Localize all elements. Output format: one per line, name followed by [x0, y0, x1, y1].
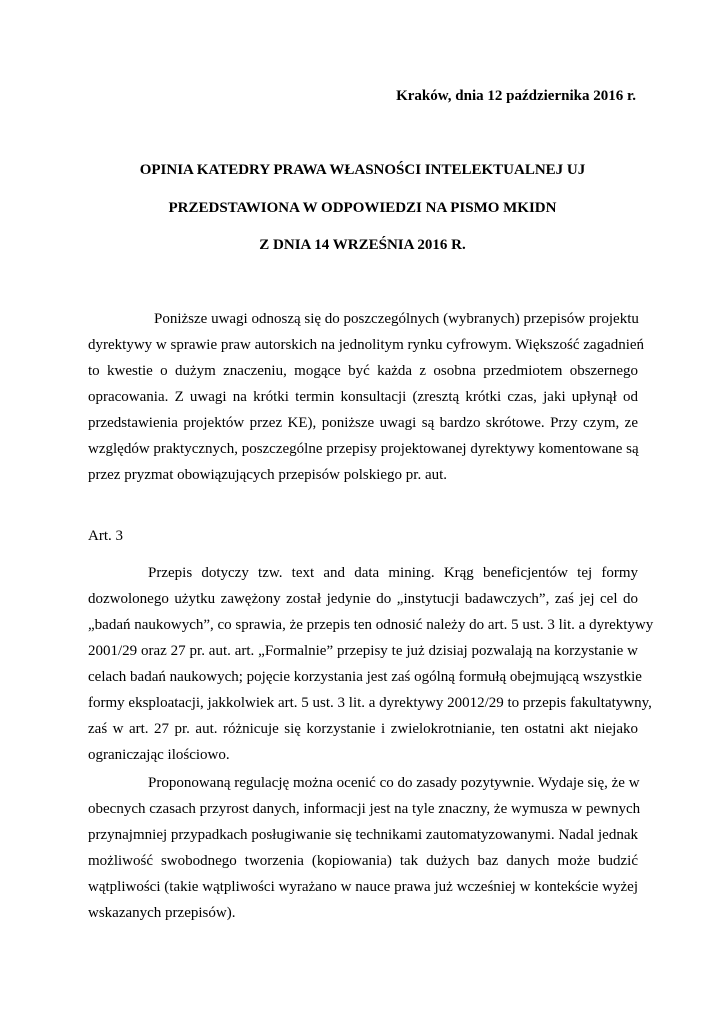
document-title-line-1: OPINIA KATEDRY PRAWA WŁASNOŚCI INTELEKTUALNEJ UJ: [139, 162, 586, 178]
article-paragraph-line: 2001/29 oraz 27 pr. aut. art. „Formalnie” przepisy te już dzisiaj pozwalają na korzystanie w: [88, 643, 638, 659]
article-paragraph-line: celach badań naukowych; pojęcie korzystania jest zaś ogólną formułą obejmującą wszystkie: [88, 669, 642, 685]
intro-line: przedstawienia projektów przez KE), poniższe uwagi są bardzo skrótowe. Przy czym, ze: [88, 415, 638, 431]
article-paragraph-line: formy eksploatacji, jakkolwiek art. 5 ust. 3 lit. a dyrektywy 20012/29 to przepis fakultatywny,: [88, 695, 652, 711]
article-paragraph-line: Proponowaną regulację można ocenić co do zasady pozytywnie. Wydaje się, że w: [148, 775, 640, 791]
section-heading: Art. 3: [88, 528, 123, 544]
article-paragraph-1: [88, 560, 654, 768]
article-paragraph-line: wskazanych przepisów).: [88, 905, 236, 921]
article-paragraph-line: Przepis dotyczy tzw. text and data mining. Krąg beneficjentów tej formy: [148, 565, 638, 581]
intro-line: przez pryzmat obowiązujących przepisów polskiego pr. aut.: [88, 467, 448, 483]
article-paragraph-line: zaś w art. 27 pr. aut. różnicuje się korzystanie i zwielokrotnianie, ten ostatni akt niejako: [88, 721, 638, 737]
article-paragraph-line: możliwość swobodnego tworzenia (kopiowania) tak dużych baz danych może budzić: [88, 853, 638, 869]
article-paragraph-2: [88, 770, 641, 926]
article-paragraph-line: ograniczając ilościowo.: [88, 747, 230, 763]
intro-paragraph: [88, 306, 645, 488]
article-paragraph-line: wątpliwości (takie wątpliwości wyrażano w nauce prawa już wcześniej w kontekście wyżej: [88, 879, 638, 895]
document-title-line-2: PRZEDSTAWIONA W ODPOWIEDZI NA PISMO MKIDN: [168, 200, 557, 216]
document-date: Kraków, dnia 12 października 2016 r.: [396, 88, 636, 104]
article-paragraph-line: „badań naukowych”, co sprawia, że przepis ten odnosić należy do art. 5 ust. 3 lit. a dyrektywy: [88, 617, 654, 633]
article-paragraph-line: dozwolonego użytku zawężony został jedynie do „instytucji badawczych”, zaś jej cel do: [88, 591, 638, 607]
intro-line: względów praktycznych, poszczególne przepisy projektowanej dyrektywy komentowane są: [88, 441, 639, 457]
intro-line: dyrektywy w sprawie praw autorskich na jednolitym rynku cyfrowym. Większość zagadnień: [88, 337, 645, 353]
article-paragraph-line: obecnych czasach przyrost danych, informacji jest na tyle znaczny, że wymusza w pewnych: [88, 801, 641, 817]
article-paragraph-line: przynajmniej przypadkach posługiwanie się technikami zautomatyzowanymi. Nadal jednak: [88, 827, 638, 843]
document-title-line-3: Z DNIA 14 WRZEŚNIA 2016 R.: [259, 237, 466, 253]
intro-line: to kwestie o dużym znaczeniu, mogące być każda z osobna przedmiotem obszernego: [88, 363, 638, 379]
intro-line: Poniższe uwagi odnoszą się do poszczególnych (wybranych) przepisów projektu: [154, 311, 639, 327]
intro-line: opracowania. Z uwagi na krótki termin konsultacji (zresztą krótki czas, jaki upłynął od: [88, 389, 638, 405]
